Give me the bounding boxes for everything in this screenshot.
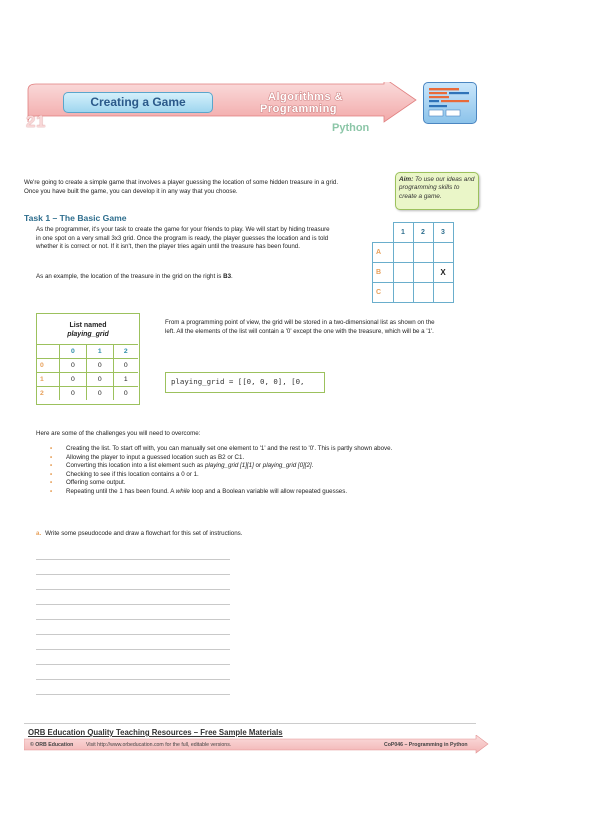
challenge-text-pre: Repeating until the 1 has been found. A	[66, 487, 176, 495]
header-banner	[24, 82, 490, 138]
task1-para2-bold: B3	[223, 273, 232, 280]
bullet-icon: •	[50, 470, 53, 478]
answer-line[interactable]	[36, 694, 230, 695]
grid-col-header: 2	[413, 223, 433, 243]
answer-line[interactable]	[36, 574, 230, 575]
grid-col-header: 3	[433, 223, 453, 243]
footer-divider	[24, 723, 476, 724]
code-snippet: playing_grid = [[0, 0, 0], [0,	[171, 377, 305, 386]
task1-para2-suffix: .	[231, 273, 233, 280]
treasure-cell: X	[433, 263, 453, 283]
challenge-text-pre: Converting this location into a list element such as	[66, 462, 205, 470]
language-label: Python	[332, 122, 370, 134]
list-row-header: 1	[37, 373, 60, 387]
answer-line[interactable]	[36, 604, 230, 605]
challenge-text: Offering some output.	[66, 479, 126, 487]
list-title-line2: playing_grid	[67, 331, 109, 338]
grid-row-header: A	[373, 243, 394, 263]
subject-line-1: Algorithms &	[268, 91, 344, 103]
page-title: Creating a Game	[90, 95, 186, 109]
footer-code: CoP046 – Programming in Python	[384, 742, 468, 748]
footer-visit-link[interactable]: Visit http://www.orbeducation.com for the full, editable versions.	[86, 742, 232, 748]
aim-label: Aim:	[399, 176, 414, 183]
footer-copyright: © ORB Education	[30, 742, 74, 748]
answer-line[interactable]	[36, 559, 230, 560]
bullet-icon: •	[50, 445, 53, 452]
challenge-em: playing_grid [1][1]	[204, 462, 254, 470]
list-table-title	[37, 321, 139, 339]
aim-text	[399, 176, 477, 201]
question-text: Write some pseudocode and draw a flowchart for this set of instructions.	[45, 530, 243, 537]
list-row-header: 2	[37, 387, 60, 401]
challenge-text: Checking to see if this location contains a 0 or 1.	[66, 470, 199, 478]
bullet-icon: •	[50, 453, 53, 461]
challenge-text-post: .	[311, 462, 314, 470]
grid-cell	[413, 263, 433, 283]
task1-para2-prefix: As an example, the location of the treasure in the grid on the right is	[36, 273, 224, 280]
grid-cell	[393, 283, 413, 303]
grid-cell	[393, 263, 413, 283]
footer-title: ORB Education Quality Teaching Resources – Free Sample Materials	[28, 728, 283, 737]
list-cell: 0	[86, 359, 113, 373]
list-cell: 0	[86, 387, 113, 401]
list-table-box	[36, 313, 140, 405]
list-cell: 0	[113, 359, 138, 373]
bullet-icon: •	[50, 487, 53, 495]
task1-para2	[36, 273, 336, 282]
list-col-header: 1	[86, 345, 113, 359]
grid-row-header: C	[373, 283, 394, 303]
list-item	[50, 479, 480, 488]
grid-cell	[393, 243, 413, 263]
grid-cell	[413, 283, 433, 303]
grid-cell	[433, 283, 453, 303]
treasure-grid	[372, 222, 454, 303]
challenges-list	[50, 445, 480, 497]
challenge-text-post: loop and a Boolean variable will allow repeated guesses.	[189, 487, 348, 495]
list-cell: 1	[113, 373, 138, 387]
list-cell: 0	[60, 359, 87, 373]
task1-heading: Task 1 – The Basic Game	[24, 213, 127, 223]
challenge-text: Allowing the player to input a guessed location such as B2 or C1.	[66, 453, 245, 461]
answer-line[interactable]	[36, 619, 230, 620]
challenge-text: Creating the list. To start off with, you can manually set one element to '1' and the rest to '0'. This is partly shown above.	[66, 445, 393, 452]
answer-line[interactable]	[36, 589, 230, 590]
list-cell: 0	[60, 373, 87, 387]
list-row-header: 0	[37, 359, 60, 373]
challenges-intro: Here are some of the challenges you will need to overcome:	[36, 430, 201, 437]
answer-line[interactable]	[36, 634, 230, 635]
question-letter: a.	[36, 530, 42, 537]
list-item	[50, 488, 480, 497]
list-cell: 0	[60, 387, 87, 401]
list-cell: 0	[86, 373, 113, 387]
list-cell: 0	[113, 387, 138, 401]
challenge-text-mid: or	[253, 462, 263, 470]
aim-body: To use our ideas and programming skills to create a game.	[399, 176, 475, 200]
list-col-header: 0	[60, 345, 87, 359]
challenge-em: while	[175, 487, 190, 495]
answer-line[interactable]	[36, 679, 230, 680]
list-item	[50, 454, 480, 463]
intro-text: We're going to create a simple game that involves a player guessing the location of some hidden treasure in a grid. Once you have built the game, you can develop it in any way that you choose.	[24, 179, 339, 195]
list-item	[50, 445, 480, 454]
code-window-icon	[423, 82, 477, 124]
page-number: 21	[26, 112, 46, 131]
bullet-icon: •	[50, 479, 53, 487]
list-item	[50, 462, 480, 471]
grid-cell	[413, 243, 433, 263]
bullet-icon: •	[50, 462, 53, 470]
list-description: From a programming point of view, the grid will be stored in a two-dimensional list as shown on the left. All the elements of the list will contain a '0' except the one with the treasure, which will be a '1'.	[165, 319, 435, 335]
list-item	[50, 471, 480, 480]
task1-para1: As the programmer, it's your task to create the game for your friends to play. We will start by hiding treasure in one spot on a very small 3x3 grid. Once the program is ready, the player guesses the location and is told whether it is correct or not. If it isn't, then the player tries again until the treasure has been found.	[36, 226, 330, 251]
question-a	[36, 530, 242, 539]
grid-col-header: 1	[393, 223, 413, 243]
answer-line[interactable]	[36, 664, 230, 665]
list-col-header: 2	[113, 345, 138, 359]
grid-row-header: B	[373, 263, 394, 283]
answer-line[interactable]	[36, 649, 230, 650]
grid-cell	[433, 243, 453, 263]
subject-line-2: Programming	[260, 103, 338, 115]
challenge-em: playing_grid [0][2]	[262, 462, 312, 470]
list-title-line1: List named	[69, 322, 107, 329]
